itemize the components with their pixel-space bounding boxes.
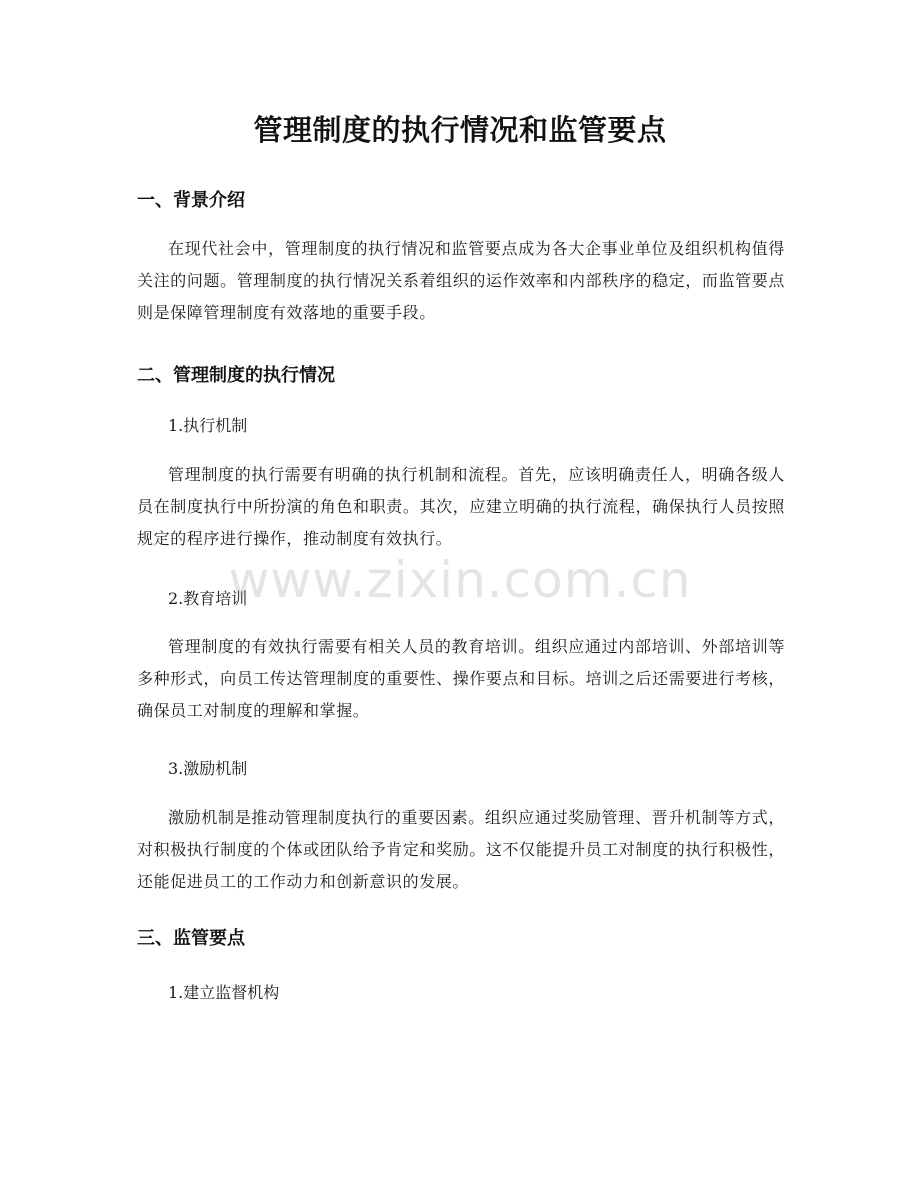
paragraph-education-training: 管理制度的有效执行需要有相关人员的教育培训。组织应通过内部培训、外部培训等多种形式，向员工传达管理制度的重要性、操作要点和目标。培训之后还需要进行考核，确保员工对制度的理解和掌握。 [137, 637, 785, 720]
subheading-execution-mechanism: 1.执行机制 [168, 416, 248, 435]
paragraph-incentive-mechanism: 激励机制是推动管理制度执行的重要因素。组织应通过奖励管理、晋升机制等方式，对积极执行制度的个体或团队给予肯定和奖励。这不仅能提升员工对制度的执行积极性，还能促进员工的工作动力和创新意识的发展。 [137, 808, 785, 891]
subheading-education-training: 2.教育培训 [168, 589, 248, 608]
subheading-incentive-mechanism: 3.激励机制 [168, 759, 248, 778]
subheading-supervision-agency: 1.建立监督机构 [168, 983, 280, 1002]
paragraph-background: 在现代社会中，管理制度的执行情况和监管要点成为各大企事业单位及组织机构值得关注的问题。管理制度的执行情况关系着组织的运作效率和内部秩序的稳定，而监管要点则是保障管理制度有效落地的重要手段。 [137, 239, 785, 322]
section-heading-background: 一、背景介绍 [137, 190, 245, 211]
section-heading-supervision: 三、监管要点 [137, 928, 245, 949]
section-heading-execution: 二、管理制度的执行情况 [137, 365, 335, 386]
document-title: 管理制度的执行情况和监管要点 [253, 113, 667, 147]
paragraph-execution-mechanism: 管理制度的执行需要有明确的执行机制和流程。首先，应该明确责任人，明确各级人员在制度执行中所扮演的角色和职责。其次，应建立明确的执行流程，确保执行人员按照规定的程序进行操作，推动制度有效执行。 [137, 465, 785, 548]
watermark: www.zixin.com.cn [228, 551, 692, 609]
